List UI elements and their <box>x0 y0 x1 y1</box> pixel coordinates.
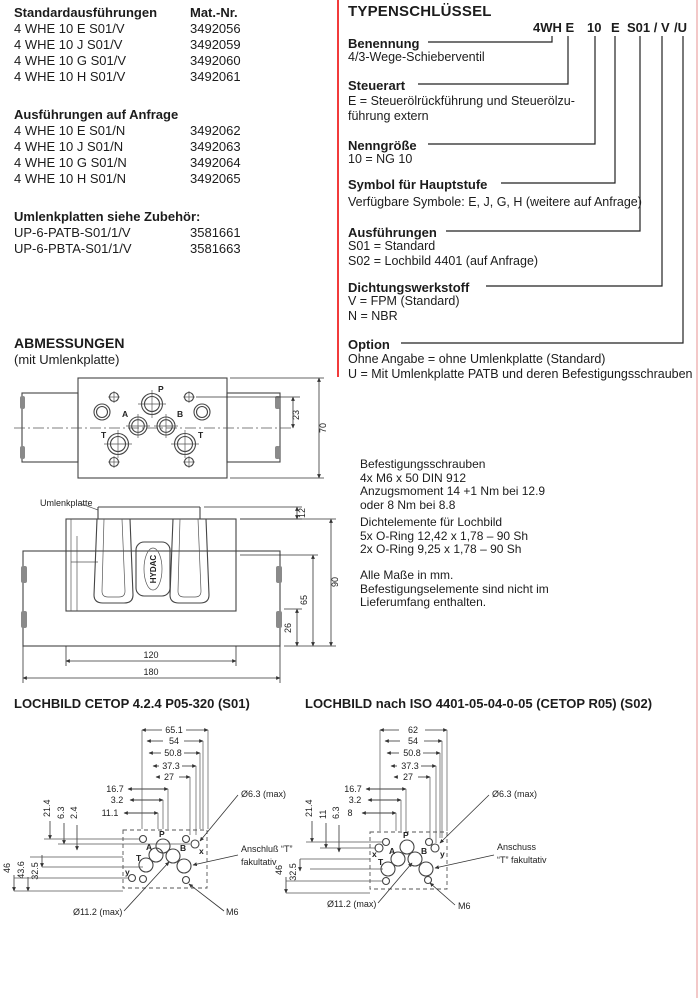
dim-label: 27 <box>163 772 175 782</box>
port-label: T <box>198 430 204 440</box>
ts-entry-label: Ausführungen <box>348 225 437 240</box>
leader-label: M6 <box>226 907 239 917</box>
port-label: x <box>372 849 377 859</box>
port-label: B <box>421 846 428 856</box>
leader-label: Ø6.3 (max) <box>241 789 287 799</box>
hydac-logo: HYDAC <box>149 554 158 584</box>
typenschluessel-title: TYPENSCHLÜSSEL <box>348 3 492 20</box>
lochbild-s02-title: LOCHBILD nach ISO 4401-05-04-0-05 (CETOP R05) (S02) <box>305 696 653 711</box>
leader-label: Anschluß “T” <box>241 844 293 854</box>
order-code-part: 10 <box>587 20 602 35</box>
dim-label: 62 <box>407 725 419 735</box>
port-label: P <box>159 829 165 839</box>
dim-label: 37.3 <box>401 761 419 771</box>
port-label: B <box>180 843 187 853</box>
lochbild-s01-title: LOCHBILD CETOP 4.2.4 P05-320 (S01) <box>14 696 250 711</box>
port-label: B <box>177 409 184 419</box>
leader-label: Ø11.2 (max) <box>73 907 123 917</box>
type-code-connector-lines <box>340 0 700 400</box>
table-title: Umlenkplatten siehe Zubehör: <box>14 209 201 224</box>
ts-entry-desc: Verfügbare Symbole: E, J, G, H (weitere auf Anfrage) <box>348 195 642 209</box>
ts-entry-label: Steuerart <box>348 78 406 93</box>
dim-label: 32.5 <box>30 862 40 880</box>
ts-entry-label: Symbol für Hauptstufe <box>348 177 488 192</box>
ts-entry-desc: S01 = Standard S02 = Lochbild 4401 (auf Anfrage) <box>348 239 539 268</box>
dim-label: 32.5 <box>288 863 298 881</box>
abmessungen-title: ABMESSUNGEN <box>14 335 125 351</box>
order-code-part: S01 / V <box>627 20 670 35</box>
port-label: A <box>389 846 396 856</box>
dim-label: 11 <box>318 809 328 819</box>
port-label: A <box>146 842 153 852</box>
standard-versions-table <box>14 5 241 85</box>
port-label: x <box>199 846 204 856</box>
dim-label: 43.6 <box>16 861 26 879</box>
dim-label: 21.4 <box>304 799 314 817</box>
leader-label: fakultativ <box>241 857 277 867</box>
lochbild-s01-drawing <box>2 725 293 917</box>
dim-label: 21.4 <box>42 799 52 817</box>
on-request-table <box>14 107 241 187</box>
table-header <box>14 5 241 21</box>
dim-label: 50.8 <box>403 748 421 758</box>
lochbild-s02-drawing <box>274 725 547 911</box>
table-header <box>14 107 241 123</box>
port-label: T <box>378 857 384 867</box>
dim-label: 3.2 <box>110 795 124 805</box>
dim-label: 70 <box>318 422 328 434</box>
dim-label: 27 <box>402 772 414 782</box>
dim-label: 3.2 <box>348 795 362 805</box>
table-title: Ausführungen auf Anfrage <box>14 107 179 122</box>
dim-label: 180 <box>143 667 159 677</box>
ts-entry-label: Option <box>348 337 390 352</box>
table-row: 4 WHE 10 J S01/V 3492059 <box>14 37 241 52</box>
dim-label: 65.1 <box>165 725 183 735</box>
table-row: UP-6-PATB-S01/1/V 3581661 <box>14 225 241 240</box>
port-label: P <box>403 830 409 840</box>
table-title: Standardausführungen <box>14 5 158 20</box>
dim-label: 54 <box>168 736 180 746</box>
table-header <box>14 209 241 225</box>
dim-label: 90 <box>330 576 340 588</box>
dim-label: 46 <box>2 862 12 874</box>
dim-label: 8 <box>347 808 353 818</box>
lochbild-drawings <box>0 705 700 998</box>
side-view-drawing <box>21 498 340 683</box>
leader-label: Anschuss <box>497 842 537 852</box>
ts-entry-label: Nenngröße <box>348 138 417 153</box>
mat-nr-header: Mat.-Nr. <box>190 5 238 20</box>
table-row: 4 WHE 10 G S01/N 3492064 <box>14 155 241 170</box>
dim-label: 120 <box>143 650 159 660</box>
port-label: A <box>122 409 129 419</box>
leader-label: Ø11.2 (max) <box>327 899 377 909</box>
table-row: 4 WHE 10 E S01/V 3492056 <box>14 21 241 36</box>
dim-label: 16.7 <box>106 784 124 794</box>
notes-screws: Befestigungsschrauben 4x M6 x 50 DIN 912 Anzugsmoment 14 +1 Nm bei 12.9 oder 8 Nm bei 8.8 <box>360 457 546 512</box>
ts-entry-desc: E = Steuerölrückführung und Steuerölzu- führung extern <box>348 94 575 123</box>
port-label: T <box>136 853 142 863</box>
dim-label: 12 <box>297 507 307 519</box>
dim-label: 26 <box>283 622 293 634</box>
ts-entry-desc: V = FPM (Standard) N = NBR <box>348 294 460 323</box>
ts-entry-desc: 10 = NG 10 <box>348 152 413 166</box>
port-label: T <box>101 430 107 440</box>
ts-entry-desc: 4/3-Wege-Schieberventil <box>348 50 485 64</box>
dim-label: 6.3 <box>331 806 341 819</box>
umlenkplatte-label: Umlenkplatte <box>40 498 93 508</box>
port-label: y <box>440 849 445 859</box>
table-row: 4 WHE 10 H S01/N 3492065 <box>14 171 241 186</box>
table-row: 4 WHE 10 E S01/N 3492062 <box>14 123 241 138</box>
table-row: 4 WHE 10 J S01/N 3492063 <box>14 139 241 154</box>
dim-label: 46 <box>274 864 284 876</box>
column-divider-line <box>337 0 339 377</box>
dim-label: 16.7 <box>344 784 362 794</box>
notes-seals: Dichtelemente für Lochbild 5x O-Ring 12,42 x 1,78 – 90 Sh 2x O-Ring 9,25 x 1,78 – 90 Sh <box>360 515 529 556</box>
dim-label: 65 <box>299 594 309 606</box>
leader-label: Ø6.3 (max) <box>492 789 538 799</box>
leader-label: “T” fakultativ <box>497 855 547 865</box>
abmessungen-subtitle: (mit Umlenkplatte) <box>14 352 120 367</box>
top-view-drawing <box>14 378 328 478</box>
dim-label: 50.8 <box>164 748 182 758</box>
dim-label: 23 <box>291 409 301 421</box>
ts-entry-label: Benennung <box>348 36 420 51</box>
leader-label: M6 <box>458 901 471 911</box>
order-code-part: /U <box>674 20 687 35</box>
table-row: 4 WHE 10 H S01/V 3492061 <box>14 69 241 84</box>
umlenkplatten-table <box>14 209 241 257</box>
table-row: 4 WHE 10 G S01/V 3492060 <box>14 53 241 68</box>
table-row: UP-6-PBTA-S01/1/V 3581663 <box>14 241 241 256</box>
dim-label: 2.4 <box>69 806 79 819</box>
ts-entry-desc: Ohne Angabe = ohne Umlenkplatte (Standard) U = Mit Umlenkplatte PATB und deren Befestigungsschrauben <box>348 352 693 381</box>
port-label: P <box>158 384 164 394</box>
dim-label: 6.3 <box>56 806 66 819</box>
order-code-part: E <box>611 20 620 35</box>
ts-entry-label: Dichtungswerkstoff <box>348 280 470 295</box>
dim-label: 54 <box>407 736 419 746</box>
notes-general: Alle Maße in mm. Befestigungselemente sind nicht im Lieferumfang enthalten. <box>360 568 549 609</box>
order-code-part: 4WH E <box>533 20 575 35</box>
port-label: y <box>125 867 130 877</box>
dim-label: 37.3 <box>162 761 180 771</box>
dimension-drawing <box>0 370 345 690</box>
dim-label: 11.1 <box>101 808 119 818</box>
